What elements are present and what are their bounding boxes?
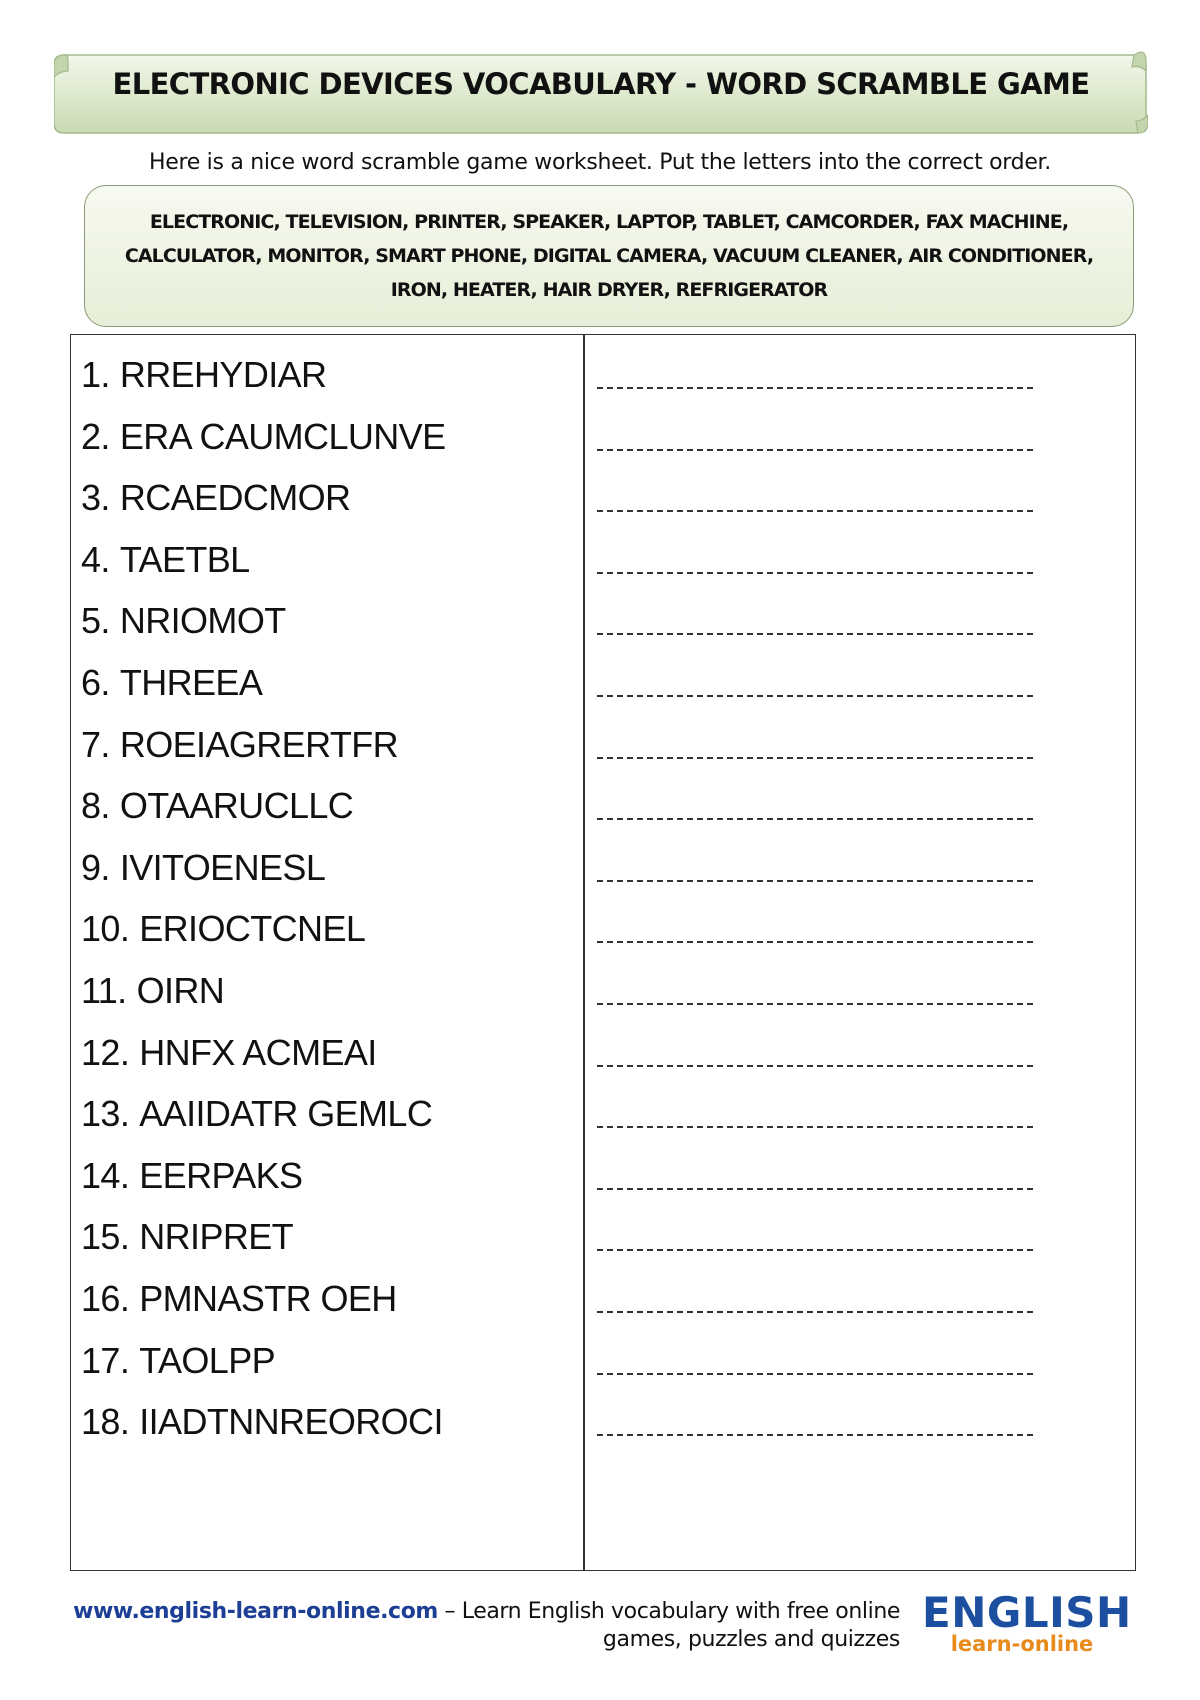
footer-link[interactable]: www.english-learn-online.com bbox=[73, 1599, 438, 1624]
word-row bbox=[71, 1203, 1135, 1270]
scrambled-letters: IIADTNNREOROCI bbox=[139, 1401, 443, 1443]
scrambled-letters: AAIIDATR GEMLC bbox=[139, 1093, 433, 1135]
word-row bbox=[71, 895, 1135, 962]
answer-blank-line[interactable] bbox=[597, 387, 1033, 389]
scrambled-letters: EERPAKS bbox=[139, 1154, 303, 1196]
answer-blank-line[interactable] bbox=[597, 880, 1033, 882]
scrambled-word bbox=[81, 895, 365, 962]
english-learn-online-logo bbox=[922, 1588, 1132, 1656]
instruction-text: Here is a nice word scramble game worksheet. Put the letters into the correct order. bbox=[149, 150, 1051, 175]
answer-blank-line[interactable] bbox=[597, 1003, 1033, 1005]
item-number: 5. bbox=[81, 600, 110, 642]
scrambled-word bbox=[81, 403, 446, 470]
scrambled-word bbox=[81, 526, 250, 593]
scrambled-word bbox=[81, 341, 326, 408]
scrambled-word bbox=[81, 772, 353, 839]
item-number: 7. bbox=[81, 723, 110, 765]
scrambled-word bbox=[81, 1142, 302, 1209]
item-number: 16. bbox=[81, 1278, 130, 1319]
answer-blank-line[interactable] bbox=[597, 1249, 1033, 1251]
scrambled-letters: TAOLPP bbox=[139, 1339, 276, 1381]
word-row bbox=[71, 649, 1135, 716]
logo-word-learn-online: learn-online bbox=[950, 1632, 1094, 1656]
word-row bbox=[71, 403, 1135, 470]
scrambled-letters: PMNASTR OEH bbox=[139, 1278, 397, 1319]
answer-blank-line[interactable] bbox=[597, 941, 1033, 943]
answer-blank-line[interactable] bbox=[597, 633, 1033, 635]
answer-blank-line[interactable] bbox=[597, 1434, 1033, 1436]
word-row bbox=[71, 1388, 1135, 1455]
answer-blank-line[interactable] bbox=[597, 695, 1033, 697]
word-row bbox=[71, 526, 1135, 593]
word-row bbox=[71, 1327, 1135, 1394]
word-row bbox=[71, 711, 1135, 778]
page-title: ELECTRONIC DEVICES VOCABULARY - WORD SCRAMBLE GAME bbox=[112, 67, 1090, 101]
word-row bbox=[71, 1142, 1135, 1209]
scrambled-letters: NRIPRET bbox=[139, 1216, 294, 1258]
scrambled-letters: ROEIAGRERTFR bbox=[119, 723, 398, 765]
word-bank-box bbox=[84, 185, 1134, 327]
scrambled-word bbox=[81, 834, 325, 901]
item-number: 6. bbox=[81, 662, 110, 703]
word-row bbox=[71, 464, 1135, 531]
answer-blank-line[interactable] bbox=[597, 1065, 1033, 1067]
scrambled-letters: OTAARUCLLC bbox=[119, 785, 354, 827]
word-row bbox=[71, 1265, 1135, 1332]
answer-blank-line[interactable] bbox=[597, 1373, 1033, 1375]
word-scramble-table bbox=[70, 334, 1136, 1571]
scrambled-letters: ERIOCTCNEL bbox=[139, 908, 366, 950]
item-number: 4. bbox=[81, 538, 110, 580]
scrambled-letters: ERA CAUMCLUNVE bbox=[119, 415, 446, 457]
logo-word-english: ENGLISH bbox=[922, 1588, 1132, 1637]
word-row bbox=[71, 1080, 1135, 1147]
scrambled-letters: TAETBL bbox=[119, 538, 250, 580]
answer-blank-line[interactable] bbox=[597, 757, 1033, 759]
scrambled-word bbox=[81, 1019, 377, 1086]
scrambled-word bbox=[81, 1265, 397, 1332]
scrambled-word bbox=[81, 1327, 275, 1394]
item-number: 13. bbox=[81, 1093, 130, 1135]
scrambled-letters: THREEA bbox=[119, 662, 263, 703]
word-row bbox=[71, 341, 1135, 408]
item-number: 2. bbox=[81, 415, 110, 457]
scrambled-word bbox=[81, 1388, 443, 1455]
item-number: 15. bbox=[81, 1216, 130, 1258]
word-bank-list: ELECTRONIC, TELEVISION, PRINTER, SPEAKER, LAPTOP, TABLET, CAMCORDER, FAX MACHINE, CALCULATOR, MONITOR, SMART PHONE, DIGITAL CAMERA, VACUUM CLEANER, AIR CONDITIONER, IRON, HEATER, HAIR DRYER, REFRIGERATOR bbox=[124, 211, 1094, 301]
scrambled-word bbox=[81, 464, 350, 531]
answer-blank-line[interactable] bbox=[597, 1311, 1033, 1313]
word-row bbox=[71, 957, 1135, 1024]
scrambled-word bbox=[81, 649, 262, 716]
word-row bbox=[71, 1019, 1135, 1086]
item-number: 18. bbox=[81, 1401, 130, 1443]
answer-blank-line[interactable] bbox=[597, 572, 1033, 574]
footer-tagline-line2: games, puzzles and quizzes bbox=[602, 1627, 900, 1652]
item-number: 3. bbox=[81, 477, 110, 519]
answer-blank-line[interactable] bbox=[597, 449, 1033, 451]
item-number: 8. bbox=[81, 785, 110, 827]
scrambled-word bbox=[81, 711, 398, 778]
scrambled-word bbox=[81, 587, 286, 654]
item-number: 12. bbox=[81, 1031, 130, 1073]
item-number: 14. bbox=[81, 1154, 130, 1196]
item-number: 11. bbox=[81, 970, 127, 1011]
item-number: 9. bbox=[81, 846, 110, 888]
answer-blank-line[interactable] bbox=[597, 1188, 1033, 1190]
title-banner bbox=[54, 47, 1148, 139]
answer-blank-line[interactable] bbox=[597, 818, 1033, 820]
scrambled-word bbox=[81, 1203, 293, 1270]
item-number: 10. bbox=[81, 908, 130, 950]
footer bbox=[50, 1598, 900, 1654]
word-row bbox=[71, 587, 1135, 654]
footer-tagline: – Learn English vocabulary with free online bbox=[444, 1599, 900, 1624]
item-number: 17. bbox=[81, 1339, 130, 1381]
scrambled-word bbox=[81, 957, 224, 1024]
item-number: 1. bbox=[81, 354, 110, 395]
word-row bbox=[71, 834, 1135, 901]
scrambled-letters: RREHYDIAR bbox=[119, 354, 327, 395]
word-row bbox=[71, 772, 1135, 839]
scrambled-letters: OIRN bbox=[136, 970, 225, 1011]
scrambled-letters: NRIOMOT bbox=[119, 600, 286, 642]
scrambled-letters: RCAEDCMOR bbox=[119, 477, 351, 519]
scrambled-letters: IVITOENESL bbox=[119, 846, 326, 888]
scrambled-letters: HNFX ACMEAI bbox=[139, 1031, 377, 1073]
answer-blank-line[interactable] bbox=[597, 510, 1033, 512]
answer-blank-line[interactable] bbox=[597, 1126, 1033, 1128]
scrambled-word bbox=[81, 1080, 432, 1147]
